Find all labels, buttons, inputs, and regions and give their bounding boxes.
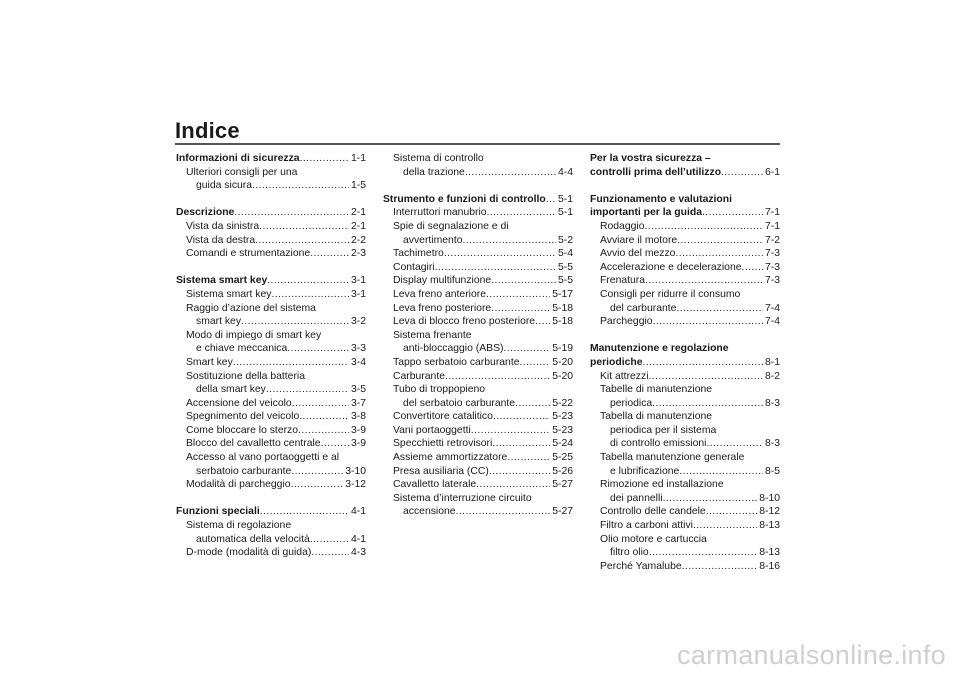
toc-entry[interactable]	[176, 397, 366, 411]
toc-entry[interactable]	[590, 465, 780, 479]
toc-entry-title: periodiche	[590, 356, 643, 368]
toc-page-number: 8-12	[759, 506, 780, 518]
toc-entry[interactable]	[383, 478, 573, 492]
toc-entry[interactable]	[383, 274, 573, 288]
toc-page-number: 5-22	[552, 397, 573, 409]
toc-entry-title: Specchietti retrovisori	[393, 438, 493, 450]
toc-entry[interactable]	[383, 451, 573, 465]
toc-entry-line: Sistema d’interruzione circuito	[393, 492, 532, 504]
toc-entry[interactable]	[176, 356, 366, 370]
toc-page-number: 5-18	[552, 316, 573, 328]
dot-leader	[445, 370, 550, 384]
toc-entry[interactable]	[383, 288, 573, 302]
toc-entry[interactable]	[383, 234, 573, 248]
toc-entry-title: smart key	[196, 316, 242, 328]
toc-entry[interactable]	[383, 505, 573, 519]
dot-leader	[300, 152, 349, 166]
toc-entry[interactable]	[176, 288, 366, 302]
page-title: Indice	[175, 118, 240, 143]
toc-page-number: 3-3	[350, 343, 366, 355]
toc-entry-title: e lubrificazione	[610, 465, 680, 477]
toc-entry-line: Consigli per ridurre il consumo	[600, 288, 741, 300]
toc-entry-title: Accensione del veicolo	[186, 397, 292, 409]
toc-page-number: 5-1	[557, 193, 573, 205]
dot-leader	[259, 220, 349, 234]
toc-entry[interactable]	[590, 261, 780, 275]
toc-page-number: 5-20	[552, 370, 573, 382]
toc-entry[interactable]	[590, 302, 780, 316]
toc-entry-title: Avvio del mezzo	[600, 248, 676, 260]
toc-page-number: 8-2	[764, 370, 780, 382]
toc-entry-title: Rodaggio	[600, 220, 645, 232]
toc-section-heading-line: Funzionamento e valutazioni	[590, 193, 733, 205]
toc-entry[interactable]	[590, 274, 780, 288]
dot-leader	[310, 533, 349, 547]
toc-entry-title: controlli prima dell’utilizzo	[590, 166, 722, 178]
dot-leader	[706, 437, 763, 451]
toc-page-number: 8-16	[759, 560, 780, 572]
watermark-text: carmanualsonline.info	[677, 640, 946, 670]
toc-entry[interactable]	[590, 370, 780, 384]
toc-entry-line: Accesso al vano portaoggetti e al	[186, 452, 340, 464]
toc-page-number: 4-1	[350, 533, 366, 545]
dot-leader	[287, 342, 349, 356]
dot-leader	[645, 220, 763, 234]
dot-leader	[643, 356, 763, 370]
toc-entry[interactable]	[383, 206, 573, 220]
toc-page-number: 3-1	[350, 288, 366, 300]
toc-entry-line: Ulteriori consigli per una	[186, 166, 298, 178]
toc-entry-title: dei pannelli	[610, 492, 663, 504]
section-gap	[176, 492, 366, 506]
toc-entry-title: Sistema smart key	[176, 275, 268, 287]
toc-entry-title: Kit attrezzi	[600, 370, 649, 382]
toc-entry-title: Assieme ammortizzatore	[393, 452, 508, 464]
dot-leader	[676, 302, 763, 316]
toc-entry[interactable]	[590, 220, 780, 234]
toc-entry[interactable]	[176, 465, 366, 479]
dot-leader	[255, 234, 349, 248]
dot-leader	[435, 261, 556, 275]
dot-leader	[645, 274, 763, 288]
dot-leader	[233, 356, 349, 370]
dot-leader	[493, 410, 550, 424]
section-gap	[176, 261, 366, 275]
section-gap	[176, 193, 366, 207]
dot-leader	[311, 546, 349, 560]
toc-page-number: 8-10	[759, 492, 780, 504]
toc-entry-title: Vista da destra	[186, 234, 256, 246]
toc-entry[interactable]	[176, 179, 366, 193]
toc-entry[interactable]	[383, 465, 573, 479]
dot-leader	[721, 166, 763, 180]
toc-entry-title: Blocco del cavalletto centrale	[186, 438, 321, 450]
toc-entry-title: e chiave meccanica	[196, 343, 288, 355]
toc-entry-title: Sistema smart key	[186, 288, 272, 300]
toc-page-number: 3-12	[345, 479, 366, 491]
toc-entry[interactable]	[176, 234, 366, 248]
toc-entry-title: Interruttori manubrio	[393, 207, 487, 219]
toc-page-number: 5-5	[557, 275, 573, 287]
dot-leader	[652, 397, 763, 411]
section-gap	[590, 329, 780, 343]
toc-entry-line: Tabelle di manutenzione	[600, 384, 713, 396]
toc-entry[interactable]	[383, 356, 573, 370]
toc-entry-title: del serbatoio carburante	[403, 397, 516, 409]
dot-leader	[298, 424, 349, 438]
toc-section-entry[interactable]	[176, 206, 366, 220]
toc-section-entry[interactable]	[383, 193, 573, 207]
toc-entry-title: Spegnimento del veicolo	[186, 411, 300, 423]
dot-leader	[504, 342, 551, 356]
toc-page-number: 5-23	[552, 424, 573, 436]
toc-entry[interactable]	[176, 533, 366, 547]
toc-entry-title: Convertitore catalitico	[393, 411, 493, 423]
toc-section-entry[interactable]	[590, 166, 780, 180]
toc-entry[interactable]	[176, 220, 366, 234]
dot-leader	[706, 505, 757, 519]
toc-entry[interactable]	[176, 383, 366, 397]
toc-section-entry[interactable]	[590, 206, 780, 220]
dot-leader	[515, 397, 550, 411]
toc-entry-title: serbatoio carburante	[196, 465, 292, 477]
toc-entry[interactable]	[383, 437, 573, 451]
dot-leader	[489, 465, 550, 479]
toc-entry-title: Controllo delle candele	[600, 506, 706, 518]
toc-page-number: 3-4	[350, 356, 366, 368]
toc-entry-title: Smart key	[186, 356, 233, 368]
toc-entry-title: Frenatura	[600, 275, 646, 287]
toc-entry-title: Avviare il motore	[600, 234, 678, 246]
dot-leader	[271, 288, 349, 302]
toc-page-number: 4-3	[350, 547, 366, 559]
toc-entry-title: Presa ausiliaria (CC)	[393, 465, 489, 477]
dot-leader	[491, 302, 550, 316]
toc-column-1	[176, 152, 366, 560]
toc-entry[interactable]	[176, 437, 366, 451]
toc-page-number: 3-5	[350, 384, 366, 396]
toc-entry-title: D-mode (modalità di guida)	[186, 547, 312, 559]
dot-leader	[492, 437, 550, 451]
toc-entry-title: Leva freno posteriore	[393, 302, 492, 314]
dot-leader	[471, 424, 550, 438]
toc-column-2	[383, 152, 573, 519]
toc-page-number: 8-3	[764, 397, 780, 409]
dot-leader	[462, 234, 555, 248]
toc-page-number: 3-9	[350, 424, 366, 436]
dot-leader	[267, 274, 349, 288]
dot-leader	[299, 410, 349, 424]
toc-page-number: 2-1	[350, 207, 366, 219]
toc-entry-title: Contagiri	[393, 261, 435, 273]
toc-entry-line: Sistema frenante	[393, 329, 472, 341]
toc-entry-title: del carburante	[610, 302, 677, 314]
toc-page-number: 1-1	[350, 153, 366, 164]
dot-leader	[663, 492, 758, 506]
toc-page-number: 8-1	[764, 356, 780, 368]
dot-leader	[291, 478, 344, 492]
toc-page-number: 2-2	[350, 234, 366, 246]
toc-page-number: 5-2	[557, 234, 573, 246]
toc-page-number: 2-3	[350, 248, 366, 260]
dot-leader	[546, 193, 556, 207]
toc-entry[interactable]	[590, 546, 780, 560]
toc-page-number: 7-3	[764, 275, 780, 287]
dot-leader	[682, 560, 758, 574]
dot-leader	[260, 505, 349, 519]
toc-entry-line: Olio motore e cartuccia	[600, 533, 707, 545]
dot-leader	[456, 505, 551, 519]
toc-entry-title: della smart key	[196, 384, 266, 396]
toc-entry[interactable]	[383, 370, 573, 384]
toc-entry-title: Comandi e strumentazione	[186, 248, 311, 260]
toc-entry[interactable]	[590, 234, 780, 248]
toc-entry-title: Accelerazione e decelerazione	[600, 261, 742, 273]
toc-page-number: 8-5	[764, 465, 780, 477]
dot-leader	[266, 383, 349, 397]
toc-entry[interactable]	[590, 492, 780, 506]
dot-leader	[444, 247, 556, 261]
toc-entry-line: Rimozione ed installazione	[600, 479, 724, 491]
title-divider	[175, 143, 780, 145]
toc-entry[interactable]	[383, 397, 573, 411]
dot-leader	[321, 437, 349, 451]
toc-entry[interactable]	[383, 261, 573, 275]
toc-page-number: 3-1	[350, 275, 366, 287]
toc-entry-title: Leva freno anteriore	[393, 288, 486, 300]
toc-entry-title: periodica	[610, 397, 653, 409]
dot-leader	[675, 247, 763, 261]
toc-entry[interactable]	[383, 302, 573, 316]
toc-column-3	[590, 152, 780, 573]
toc-section-entry[interactable]	[590, 356, 780, 370]
dot-leader	[679, 465, 763, 479]
toc-page-number: 3-2	[350, 316, 366, 328]
toc-entry[interactable]	[176, 247, 366, 261]
toc-entry-line: Tabella di manutenzione	[600, 411, 713, 423]
toc-entry[interactable]	[383, 247, 573, 261]
toc-page-number: 5-17	[552, 288, 573, 300]
toc-entry-title: filtro olio	[610, 547, 649, 559]
toc-page-number: 7-4	[764, 302, 780, 314]
toc-entry[interactable]	[176, 424, 366, 438]
toc-page-number: 4-4	[557, 166, 573, 178]
toc-page-number: 5-23	[552, 411, 573, 423]
toc-entry[interactable]	[590, 247, 780, 261]
toc-entry[interactable]	[590, 505, 780, 519]
toc-entry[interactable]	[383, 342, 573, 356]
toc-page-number: 5-25	[552, 452, 573, 464]
toc-entry-title: Vista da sinistra	[186, 220, 260, 232]
toc-page-number: 5-24	[552, 438, 573, 450]
toc-page-number: 3-10	[345, 465, 366, 477]
toc-entry[interactable]	[383, 315, 573, 329]
dot-leader	[487, 206, 556, 220]
toc-entry-title: Funzioni speciali	[176, 506, 260, 518]
toc-entry-line: Sistema di controllo	[393, 153, 484, 164]
toc-entry[interactable]	[383, 424, 573, 438]
toc-entry-title: Strumento e funzioni di controllo	[383, 193, 546, 205]
toc-section-entry[interactable]	[176, 505, 366, 519]
dot-leader	[520, 356, 551, 370]
toc-entry[interactable]	[590, 315, 780, 329]
toc-entry[interactable]	[176, 342, 366, 356]
toc-entry-title: anti-bloccaggio (ABS)	[403, 343, 504, 355]
dot-leader	[649, 546, 758, 560]
toc-page-number: 3-9	[350, 438, 366, 450]
toc-entry-line: Tabella manutenzione generale	[600, 452, 745, 464]
toc-entry-title: Come bloccare lo sterzo	[186, 424, 299, 436]
dot-leader	[476, 478, 550, 492]
toc-page-number: 5-18	[552, 302, 573, 314]
toc-page-number: 5-27	[552, 479, 573, 491]
dot-leader	[486, 288, 550, 302]
toc-entry-title: Tachimetro	[393, 248, 444, 260]
toc-entry-title: Perché Yamalube	[600, 560, 682, 572]
dot-leader	[535, 315, 550, 329]
toc-section-entry[interactable]	[176, 274, 366, 288]
dot-leader	[677, 234, 763, 248]
toc-page-number: 4-1	[350, 506, 366, 518]
dot-leader	[252, 179, 349, 193]
toc-page-number: 5-5	[557, 261, 573, 273]
toc-entry-line: periodica per il sistema	[610, 424, 717, 436]
toc-page-number: 5-1	[557, 207, 573, 219]
dot-leader	[702, 206, 763, 220]
dot-leader	[507, 451, 550, 465]
dot-leader	[465, 166, 556, 180]
section-gap	[383, 179, 573, 193]
toc-entry[interactable]	[383, 410, 573, 424]
toc-entry-title: Tappo serbatoio carburante	[393, 356, 520, 368]
toc-entry-title: Carburante	[393, 370, 445, 382]
toc-entry[interactable]	[176, 315, 366, 329]
toc-entry-title: Modalità di parcheggio	[186, 479, 291, 491]
toc-entry-line: Spie di segnalazione e di	[393, 220, 509, 232]
section-gap	[590, 179, 780, 193]
toc-entry[interactable]	[590, 437, 780, 451]
dot-leader	[649, 370, 763, 384]
toc-entry[interactable]	[176, 546, 366, 560]
toc-entry-title: Informazioni di sicurezza	[176, 153, 300, 164]
toc-page-number: 7-1	[764, 220, 780, 232]
toc-entry[interactable]	[176, 478, 366, 492]
toc-entry-line: Modo di impiego di smart key	[186, 329, 322, 341]
toc-entry-title: importanti per la guida	[590, 207, 702, 219]
toc-entry[interactable]	[590, 560, 780, 574]
toc-entry-title: avvertimento	[403, 234, 463, 246]
toc-entry-title: Parcheggio	[600, 316, 653, 328]
dot-leader	[693, 519, 757, 533]
dot-leader	[653, 315, 763, 329]
toc-page-number: 7-3	[764, 248, 780, 260]
toc-entry-title: Display multifunzione	[393, 275, 492, 287]
toc-page-number: 7-3	[764, 261, 780, 273]
dot-leader	[310, 247, 349, 261]
toc-entry-title: guida sicura	[196, 180, 253, 192]
dot-leader	[491, 274, 556, 288]
dot-leader	[742, 261, 763, 275]
toc-entry[interactable]	[176, 410, 366, 424]
toc-entry-title: accensione	[403, 506, 456, 518]
toc-entry-title: Descrizione	[176, 207, 235, 219]
toc-page-number: 3-8	[350, 411, 366, 423]
toc-page-number: 6-1	[764, 166, 780, 178]
toc-page-number: 3-7	[350, 397, 366, 409]
toc-page-number: 8-13	[759, 547, 780, 559]
toc-page-number: 5-27	[552, 506, 573, 518]
dot-leader	[241, 315, 349, 329]
dot-leader	[291, 465, 343, 479]
toc-entry-line: Sistema di regolazione	[186, 520, 292, 532]
toc-entry-line: Raggio d’azione del sistema	[186, 302, 316, 314]
toc-entry-title: automatica della velocità	[196, 533, 310, 545]
toc-page-number: 8-13	[759, 520, 780, 532]
toc-page-number: 1-5	[350, 180, 366, 192]
toc-section-heading-line: Per la vostra sicurezza –	[590, 153, 711, 164]
toc-page-number: 5-19	[552, 343, 573, 355]
toc-page-number: 7-1	[764, 207, 780, 219]
toc-entry-line: Sostituzione della batteria	[186, 370, 305, 382]
toc-entry-title: della trazione	[403, 166, 465, 178]
toc-page-number: 5-26	[552, 465, 573, 477]
toc-entry[interactable]	[383, 166, 573, 180]
toc-page-number: 7-4	[764, 316, 780, 328]
toc-page-number: 8-3	[764, 438, 780, 450]
toc-entry[interactable]	[590, 397, 780, 411]
toc-entry-title: Vani portaoggetti	[393, 424, 471, 436]
toc-entry-title: Cavalletto laterale	[393, 479, 477, 491]
toc-entry-title: di controllo emissioni	[610, 438, 707, 450]
toc-section-entry[interactable]	[176, 152, 366, 166]
toc-section-heading-line: Manutenzione e regolazione	[590, 343, 729, 355]
toc-entry-title: Filtro a carboni attivi	[600, 520, 693, 532]
toc-page-number: 7-2	[764, 234, 780, 246]
dot-leader	[234, 206, 349, 220]
toc-page-number: 5-20	[552, 356, 573, 368]
toc-entry-title: Leva di blocco freno posteriore	[393, 316, 536, 328]
toc-entry-line: Tubo di troppopieno	[393, 384, 486, 396]
dot-leader	[292, 397, 349, 411]
toc-entry[interactable]	[590, 519, 780, 533]
toc-page-number: 5-4	[557, 248, 573, 260]
toc-page-number: 2-1	[350, 220, 366, 232]
